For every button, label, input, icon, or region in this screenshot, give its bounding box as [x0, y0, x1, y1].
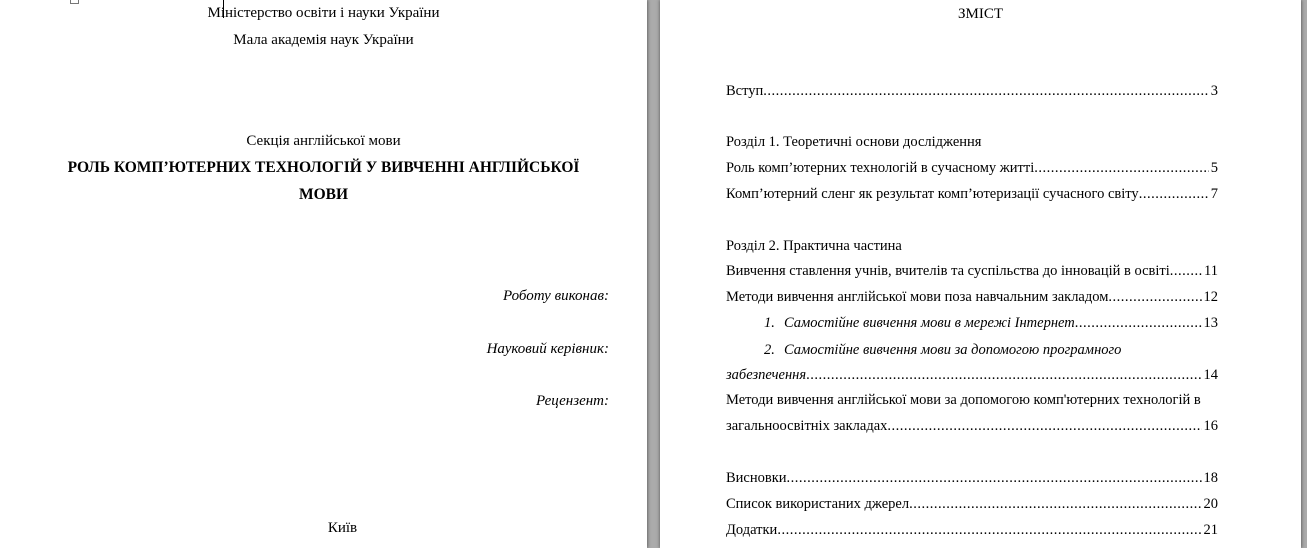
contents-page	[660, 0, 1301, 548]
toc-entry-sub-2-line2[interactable]: забезпечення ..... 14	[726, 365, 1218, 385]
toc-entry-references[interactable]: Список використаних джерел ..... 20	[726, 494, 1218, 514]
city-line: Київ	[327, 520, 358, 536]
performed-by-label: Роботу виконав:	[502, 288, 609, 304]
section-line: Секція англійської мови	[246, 133, 401, 149]
toc-entry-2-3-line2[interactable]: загальноосвітніх закладах ..... 16	[726, 416, 1218, 436]
document-title-line2: МОВИ	[298, 186, 349, 203]
toc-section-2[interactable]: Розділ 2. Практична частина	[726, 238, 902, 254]
reviewer-label: Рецензент:	[535, 393, 609, 409]
toc-entry-sub-2-line1[interactable]: 2. Самостійне вивчення мови за допомогою програмного	[764, 342, 1122, 358]
title-page	[0, 0, 647, 548]
toc-section-1[interactable]: Розділ 1. Теоретичні основи дослідження	[726, 134, 982, 150]
toc-heading: ЗМІСТ	[957, 6, 1003, 22]
toc-entry-2-3-line1[interactable]: Методи вивчення англійської мови за допомогою комп'ютерних технологій в	[726, 392, 1201, 408]
academy-line: Мала академія наук України	[233, 32, 414, 48]
toc-entry-conclusions[interactable]: Висновки ..... 18	[726, 468, 1218, 488]
ministry-line: Міністерство освіти і науки України	[207, 5, 440, 21]
supervisor-label: Науковий керівник:	[486, 341, 609, 357]
toc-entry-1-1[interactable]: Роль комп’ютерних технологій в сучасному житті ..... 5	[726, 158, 1218, 178]
document-title-line1: РОЛЬ КОМП’ЮТЕРНИХ ТЕХНОЛОГІЙ У ВИВЧЕННІ АНГЛІЙСЬКОЇ	[67, 159, 580, 176]
toc-entry-intro[interactable]: Вступ ..... 3	[726, 81, 1218, 101]
toc-entry-sub-1[interactable]: 1. Самостійне вивчення мови в мережі Інтернет ..... 13	[764, 313, 1218, 333]
toc-entry-appendices[interactable]: Додатки ..... 21	[726, 520, 1218, 540]
toc-entry-2-1[interactable]: Вивчення ставлення учнів, вчителів та суспільства до інновацій в освіті ..... 11	[726, 261, 1218, 281]
toc-entry-1-2[interactable]: Комп’ютерний сленг як результат комп’ютеризації сучасного світу ..... 7	[726, 184, 1218, 204]
resize-handle-icon	[70, 0, 79, 4]
toc-entry-2-2[interactable]: Методи вивчення англійської мови поза навчальним закладом ..... 12	[726, 287, 1218, 307]
